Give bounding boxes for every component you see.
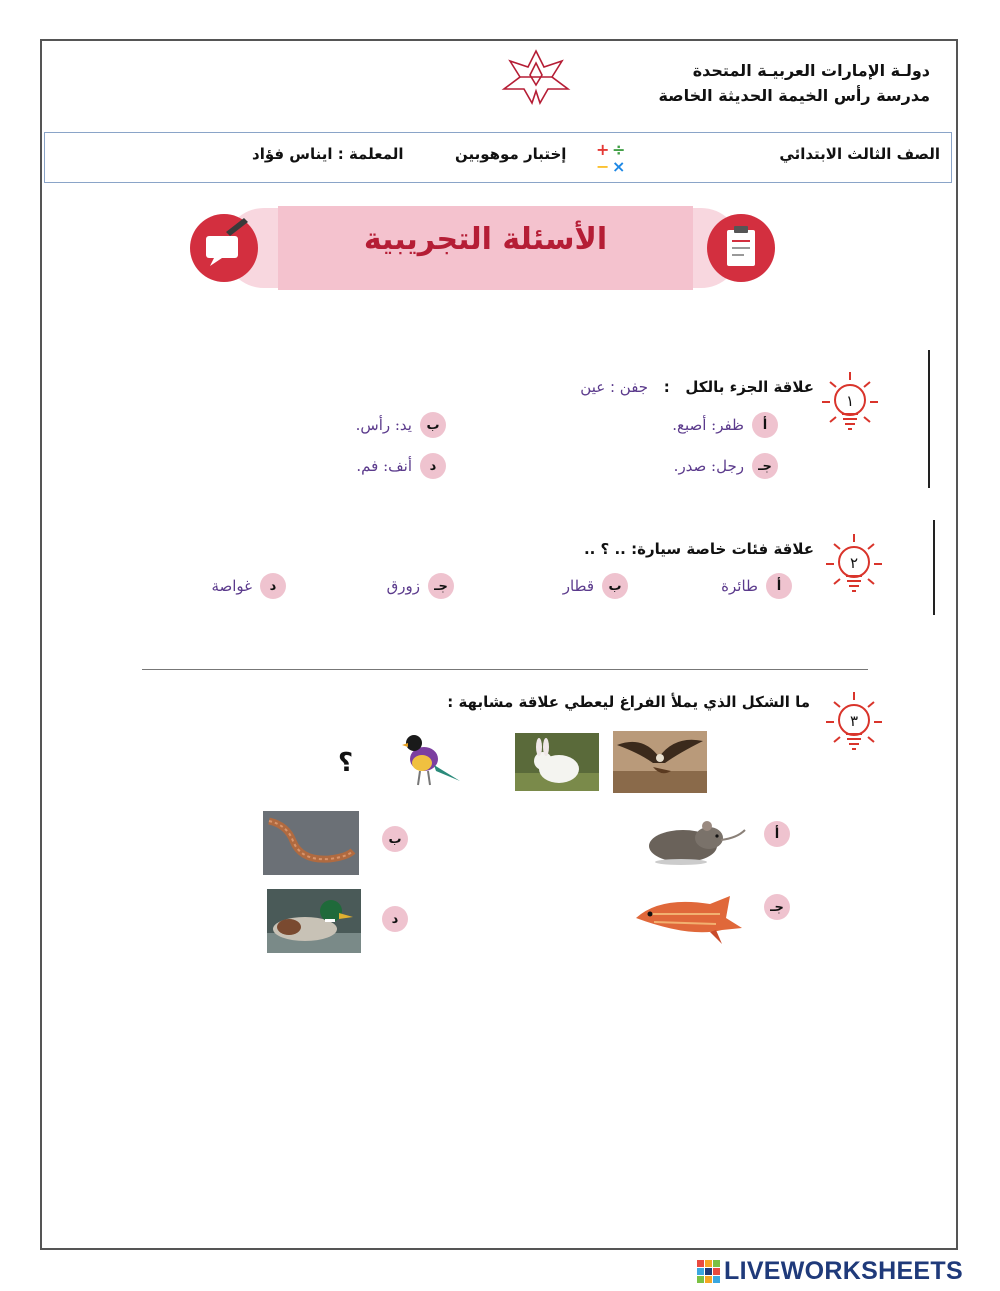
banner-title: الأسئلة التجريبية [363,222,608,257]
q3-option-b-image-worm[interactable] [263,811,359,875]
q3-option-d[interactable] [382,906,408,932]
q1-option-a-text: ظفر: أصبع. [672,416,744,434]
school-header [658,58,930,108]
q2-option-d-letter: د [260,573,286,599]
svg-text:×: × [612,157,626,175]
q3-option-a-image-mouse[interactable] [645,812,747,870]
q3-option-a-letter: أ [764,821,790,847]
q2-option-a-letter: أ [766,573,792,599]
clipboard-icon [727,226,755,266]
q1-option-c-text: رجل: صدر. [673,457,744,475]
test-label: إختبار موهوبين [455,145,567,163]
q1-option-b-letter: ب [420,412,446,438]
q3-option-a[interactable] [764,821,790,847]
svg-text:+: + [596,140,610,159]
school-logo-icon [500,47,572,107]
finch-bird-image [400,727,462,791]
q1-option-a-letter: أ [752,412,778,438]
q3-option-d-image-duck[interactable] [267,889,361,953]
q2-option-b-text: قطار [562,577,594,595]
q2-option-a[interactable] [721,573,792,599]
q1-option-c[interactable] [674,453,778,479]
q3-option-c-letter: جـ [764,894,790,920]
q1-bulb-icon [818,368,882,442]
liveworksheets-watermark [697,1257,963,1286]
svg-text:÷: ÷ [612,140,626,159]
q1-separator: : [663,378,670,396]
q3-option-d-letter: د [382,906,408,932]
q3-option-c-image-fish[interactable] [630,890,748,946]
q3-number: ٣ [849,712,859,730]
q1-option-a[interactable] [672,412,778,438]
q1-title [580,378,814,396]
school-name: مدرسة رأس الخيمة الحديثة الخاصة [658,86,930,105]
q1-title-text: علاقة الجزء بالكل [685,378,814,396]
q2-title: علاقة فئات خاصة سيارة: .. ؟ .. [583,540,814,558]
q2-number: ٢ [849,554,859,572]
q1-option-b-text: يد: رأس. [355,416,412,434]
grade-label: الصف الثالث الابتدائي [779,145,940,163]
question-divider [142,669,868,670]
eagle-image [613,731,707,793]
q2-option-c-text: زورق [386,577,420,595]
q2-right-border [933,520,935,615]
q1-subtitle: جفن : عين [580,378,649,396]
q1-option-c-letter: جـ [752,453,778,479]
q2-option-c[interactable] [387,573,454,599]
q2-option-d-text: غواصة [211,577,252,595]
q1-option-d-text: أنف: فم. [356,457,412,475]
q2-option-a-text: طائرة [721,577,758,595]
q2-option-b-letter: ب [602,573,628,599]
q1-right-border [928,350,930,488]
q1-option-d-letter: د [420,453,446,479]
q1-option-b[interactable] [356,412,446,438]
svg-text:−: − [596,157,610,175]
q2-option-c-letter: جـ [428,573,454,599]
q3-bulb-icon [822,688,886,762]
q3-option-b[interactable] [382,826,408,852]
country-name: دولـة الإمارات العربيـة المتحدة [692,61,930,80]
q3-title: ما الشكل الذي يملأ الفراغ ليعطي علاقة مشابهة : [447,693,810,711]
q3-option-c[interactable] [764,894,790,920]
q1-number: ١ [845,392,855,410]
q3-option-b-letter: ب [382,826,408,852]
teacher-label: المعلمة : ايناس فؤاد [252,145,404,163]
q2-option-d[interactable] [211,573,286,599]
liveworksheets-logo-icon [697,1260,720,1283]
q2-bulb-icon [822,530,886,604]
liveworksheets-text: LIVEWORKSHEETS [724,1257,963,1285]
q2-option-b[interactable] [563,573,628,599]
missing-item-question-mark: ؟ [338,748,354,778]
blocks-icon [592,139,630,175]
rabbit-image [515,733,599,791]
q1-option-d[interactable] [356,453,446,479]
